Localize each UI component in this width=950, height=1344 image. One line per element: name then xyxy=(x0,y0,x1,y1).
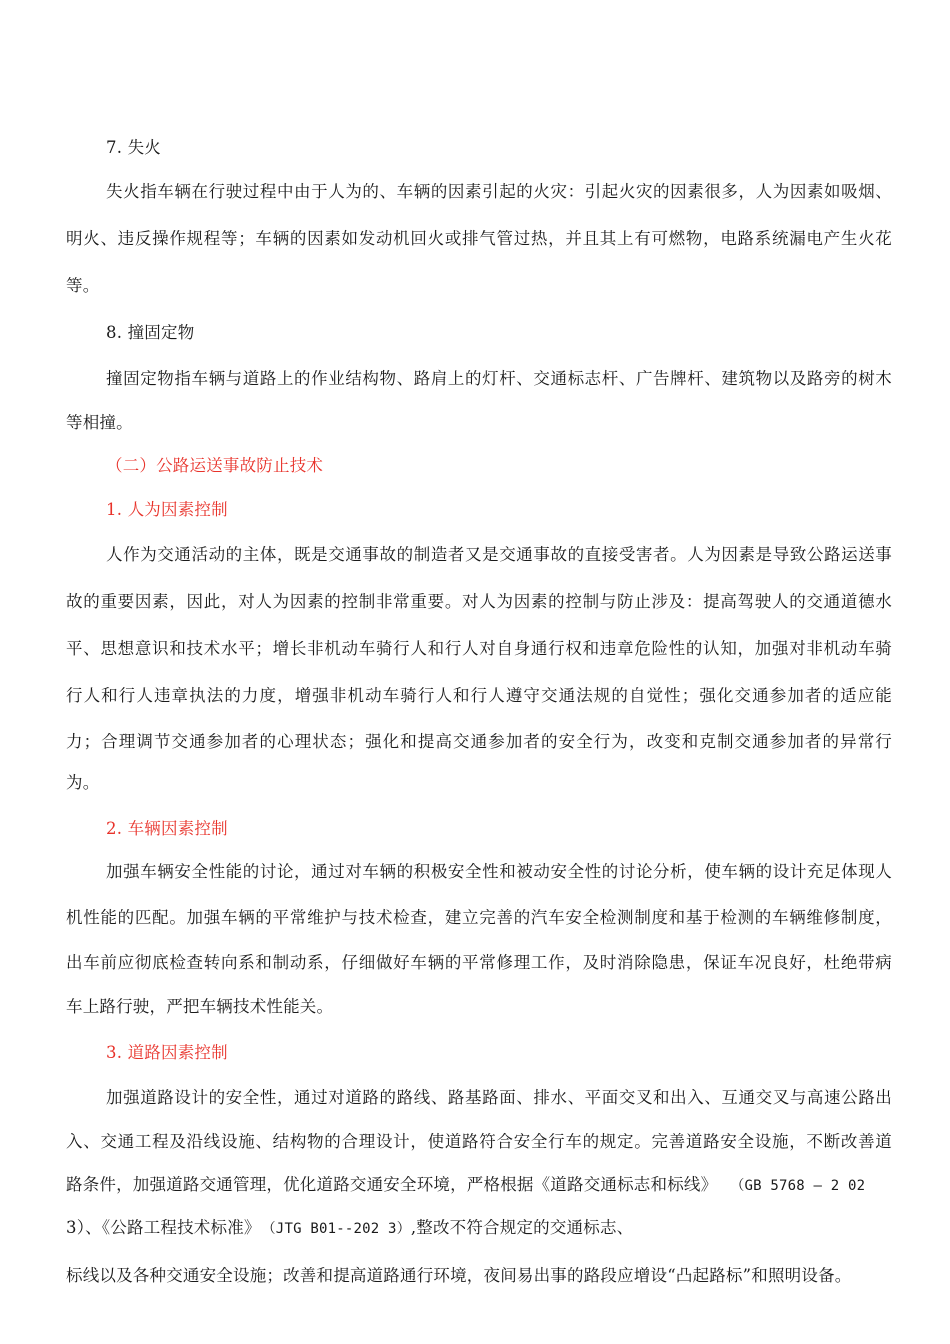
subheading-road-factors: 3. 道路因素控制 xyxy=(106,1043,228,1062)
road-factors-paragraph-line: 入、交通工程及沿线设施、结构物的合理设计，使道路符合安全行车的规定。完善道路安全设施，不断改善道 xyxy=(66,1132,892,1151)
section-7-heading: 7. 失火 xyxy=(106,138,161,157)
section-7-paragraph-line: 明火、违反操作规程等；车辆的因素如发动机回火或排气管过热，并且其上有可燃物，电路系统漏电产生火花 xyxy=(66,229,892,248)
human-factors-paragraph-line: 平、思想意识和技术水平；增长非机动车骑行人和行人对自身通行权和违章危险性的认知，加强对非机动车骑 xyxy=(66,639,892,658)
standard-reference-gb: （GB 5768 — 2 02 xyxy=(737,1178,866,1194)
road-factors-paragraph-line: 标线以及各种交通安全设施；改善和提高道路通行环境，夜间易出事的路段应增设“凸起路标”和照明设备。 xyxy=(66,1266,852,1285)
vehicle-factors-paragraph-line: 出车前应彻底检查转向系和制动系，仔细做好车辆的平常修理工作，及时消除隐患，保证车况良好，杜绝带病 xyxy=(66,953,892,972)
road-factors-text: 3）、《公路工程技术标准》 xyxy=(66,1218,261,1237)
human-factors-paragraph-line: 为。 xyxy=(66,773,100,792)
human-factors-paragraph-line: 力；合理调节交通参加者的心理状态；强化和提高交通参加者的安全行为，改变和克制交通参加者的异常行 xyxy=(66,732,892,751)
standard-reference-jtg: （JTG B01--202 3） xyxy=(268,1221,411,1237)
road-factors-paragraph-line xyxy=(66,1173,892,1198)
section-8-heading: 8. 撞固定物 xyxy=(106,323,195,342)
road-factors-text: ,整改不符合规定的交通标志、 xyxy=(410,1218,634,1237)
section-7-paragraph-line: 等。 xyxy=(66,276,100,295)
section-8-paragraph-line: 等相撞。 xyxy=(66,413,133,432)
human-factors-paragraph-line: 行人和行人违章执法的力度，增强非机动车骑行人和行人遵守交通法规的自觉性；强化交通参加者的适应能 xyxy=(66,686,892,705)
vehicle-factors-paragraph-line: 加强车辆安全性能的讨论，通过对车辆的积极安全性和被动安全性的讨论分析，使车辆的设计充足体现人 xyxy=(106,862,892,881)
part-2-heading: （二）公路运送事故防止技术 xyxy=(106,456,324,475)
human-factors-paragraph-line: 人作为交通活动的主体，既是交通事故的制造者又是交通事故的直接受害者。人为因素是导致公路运送事 xyxy=(106,545,892,564)
subheading-vehicle-factors: 2. 车辆因素控制 xyxy=(106,819,228,838)
section-7-paragraph-line: 失火指车辆在行驶过程中由于人为的、车辆的因素引起的火灾：引起火灾的因素很多，人为因素如吸烟、 xyxy=(106,182,892,201)
road-factors-paragraph-line: 加强道路设计的安全性，通过对道路的路线、路基路面、排水、平面交叉和出入、互通交叉与高速公路出 xyxy=(106,1088,892,1107)
road-factors-text: 路条件，加强道路交通管理，优化道路交通安全环境，严格根据《道路交通标志和标线》 xyxy=(66,1175,718,1194)
road-factors-paragraph-line xyxy=(66,1216,892,1241)
vehicle-factors-paragraph-line: 机性能的匹配。加强车辆的平常维护与技术检查，建立完善的汽车安全检测制度和基于检测的车辆维修制度， xyxy=(66,908,892,927)
human-factors-paragraph-line: 故的重要因素，因此，对人为因素的控制非常重要。对人为因素的控制与防止涉及：提高驾驶人的交通道德水 xyxy=(66,592,892,611)
vehicle-factors-paragraph-line: 车上路行驶，严把车辆技术性能关。 xyxy=(66,997,334,1016)
subheading-human-factors: 1. 人为因素控制 xyxy=(106,500,228,519)
section-8-paragraph-line: 撞固定物指车辆与道路上的作业结构物、路肩上的灯杆、交通标志杆、广告牌杆、建筑物以及路旁的树木 xyxy=(106,369,892,388)
